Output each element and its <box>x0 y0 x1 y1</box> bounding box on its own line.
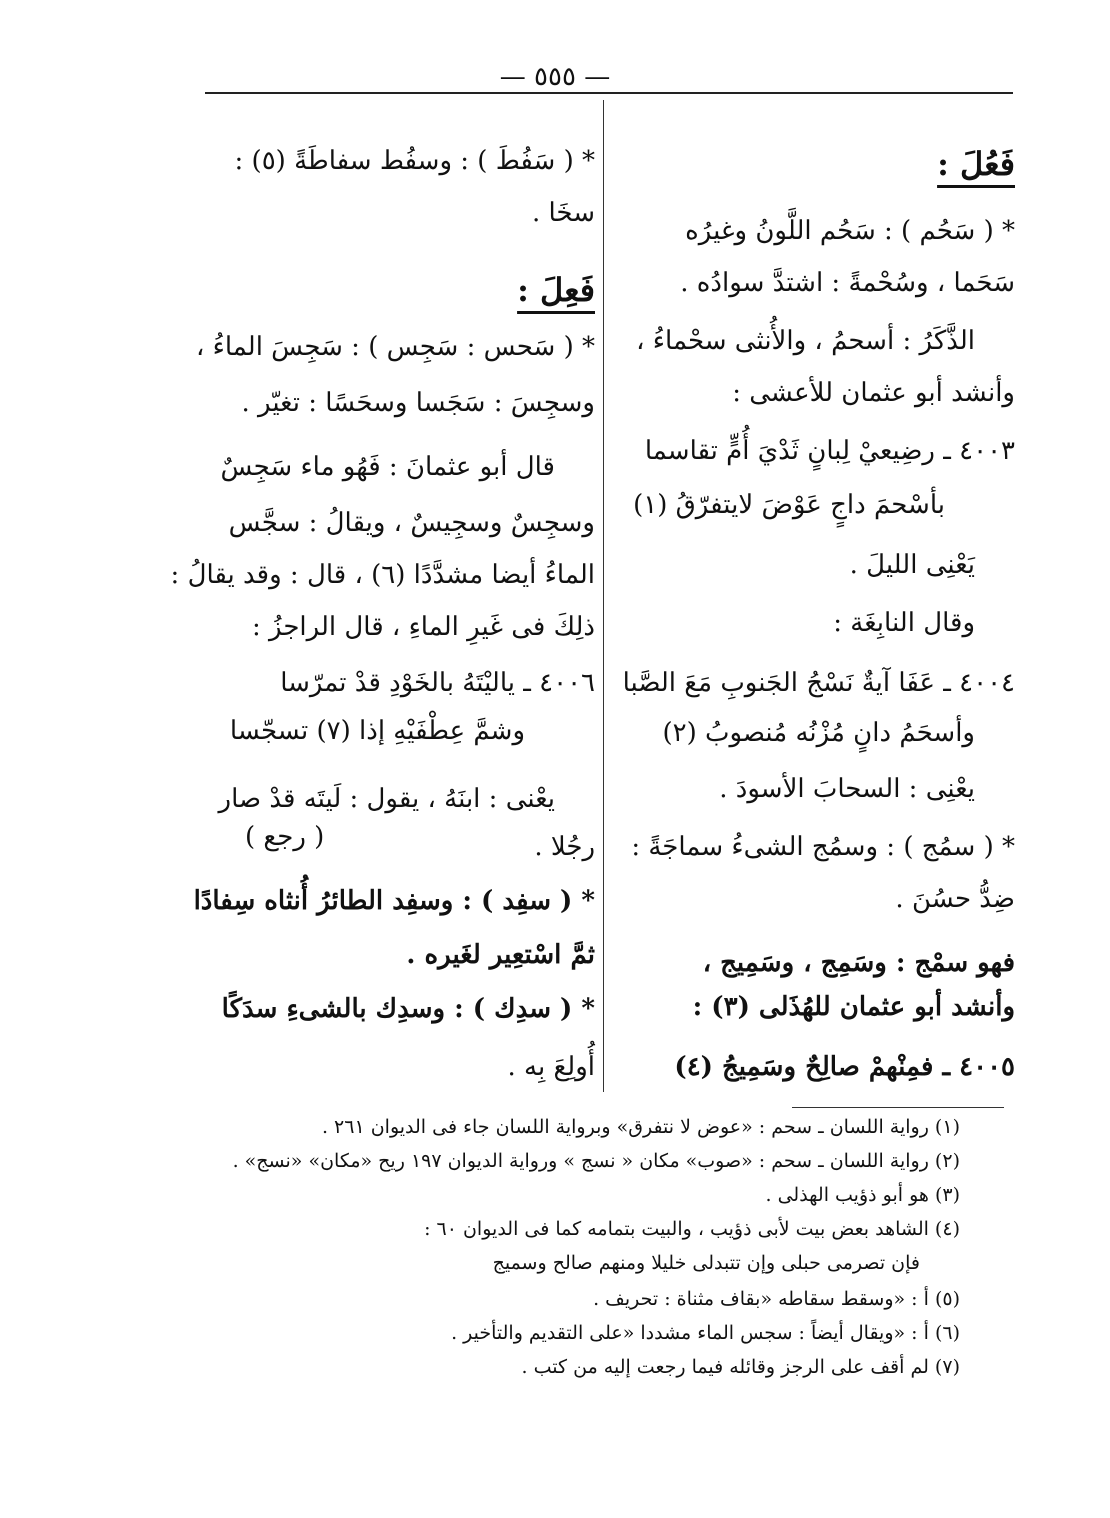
footnote: (٣) هو أبو ذؤيب الهذلى . <box>765 1184 960 1206</box>
text-line: فهو سمْج : وسَمِج ، وسَمِيج ، <box>702 948 1015 978</box>
text-line: وسجِسَ : سَجَسا وسحَسًا : تغيّر . <box>241 388 595 418</box>
text-line: قال أبو عثمانَ : فَهُو ماء سَجِسٌ <box>220 452 555 482</box>
text-line: ثمَّ اسْتعِير لغَيره . <box>406 940 595 970</box>
text-line: يَعْنِى الليلَ . <box>849 550 975 580</box>
section-heading: فَعُلَ : <box>937 145 1015 183</box>
verse-line: ٤٠٠٥ ـ فمِنْهمْ صالِحٌ وسَمِيجُ (٤) <box>674 1052 1015 1082</box>
section-heading: فَعِلَ : <box>517 271 595 309</box>
verse-line: ٤٠٠٤ ـ عَفَا آيةٌ نَسْجُ الجَنوبِ مَعَ الصَّبا <box>622 668 1015 698</box>
text-line: رجُلا . <box>534 832 595 862</box>
column-divider <box>603 100 604 1092</box>
text-line: * ( سفِد ) : وسفِد الطائرُ أُنثاه سِفادًا <box>193 886 595 916</box>
text-line: الذَّكَرُ : أسحمُ ، والأُنثى سحْماءُ ، <box>636 326 975 356</box>
text-line: سخَا . <box>531 198 595 228</box>
cross-reference: ( رجع ) <box>245 822 325 852</box>
footnote-verse: فإن تصرمى حبلى وإن تتبدلى خليلا ومنهم صالح وسميج <box>492 1252 920 1274</box>
text-line: أُولِعَ بِه . <box>507 1052 595 1082</box>
text-line: يعْنِى : السحابَ الأسودَ . <box>719 774 975 804</box>
verse-line: ٤٠٠٣ ـ رضِيعيْ لِبانٍ ثَدْيَ أُمٍّ تقاسما <box>644 436 1015 466</box>
footnote: (٥) أ : «وسقط سقاطه «بقاف مثناة : تحريف . <box>593 1288 960 1310</box>
footnote: (٧) لم أقف على الرجز وقائله فيما رجعت إليه من كتب . <box>521 1356 960 1378</box>
text-line: وأنشد أبو عثمان للأعشى : <box>732 378 1015 408</box>
page-number: — ٥٥٥ — <box>499 62 611 92</box>
footnote: (٦) أ : «ويقال أيضاً : سجس الماء مشددا «على التقديم والتأخير . <box>451 1322 960 1344</box>
footnote: (٢) رواية اللسان ـ سحم : «صوب» مكان « نسج » ورواية الديوان ١٩٧ ريح «مكان» «نسج» . <box>232 1150 960 1172</box>
text-line: وسجِسٌ وسجِيسٌ ، ويقالُ : سجَّس <box>228 508 595 538</box>
footnote-rule <box>792 1107 1004 1108</box>
text-line: وأنشد أبو عثمان للهُذَلى (٣) : <box>692 992 1015 1022</box>
verse-line: وأسحَمُ دانٍ مُزْنُه مُنصوبُ (٢) <box>662 718 975 748</box>
text-line: ضِدُّ حسُنَ . <box>895 884 1015 914</box>
text-line: * ( سَفُطَ ) : وسفُط سفاطَةً (٥) : <box>234 146 595 176</box>
text-line: ذلِكَ فى غَيرِ الماءِ ، قال الراجزُ : <box>251 612 595 642</box>
text-line: سَحَما ، وسُحْمةً : اشتدَّ سوادُه . <box>680 268 1015 298</box>
text-line: * ( سدِك ) : وسدِك بالشىءِ سدَكًا <box>221 994 595 1024</box>
text-line: * ( سَحُم ) : سَحُم اللَّونُ وغيرُه <box>685 216 1015 246</box>
text-line: الماءُ أيضا مشدَّدًا (٦) ، قال : وقد يقالُ : <box>170 560 595 590</box>
verse-line: وشمَّ عِطْفَيْهِ إذا (٧) تسجّسا <box>229 716 525 746</box>
verse-line: بأسْحمَ داجٍ عَوْضَ لايتفرّقُ (١) <box>633 490 945 520</box>
verse-line: ٤٠٠٦ ـ ياليْتَهُ بالخَوْدِ قدْ تمرّسا <box>280 668 595 698</box>
text-line: يعْنى : ابنَهُ ، يقول : لَيتَه قدْ صار <box>218 784 555 814</box>
text-line: * ( سمُج ) : وسمُج الشىءُ سماجَةً : <box>631 832 1015 862</box>
header-rule <box>205 92 1013 94</box>
text-line: * ( سَحس : سَجِس ) : سَجِسَ الماءُ ، <box>195 332 595 362</box>
footnote: (٤) الشاهد بعض بيت لأبى ذؤيب ، والبيت بتمامه كما فى الديوان ٦٠ : <box>424 1218 960 1240</box>
footnote: (١) رواية اللسان ـ سحم : «عوض لا نتفرق» وبرواية اللسان جاء فى الديوان ٢٦١ . <box>321 1116 960 1138</box>
text-line: وقال النابِغَة : <box>833 608 975 638</box>
